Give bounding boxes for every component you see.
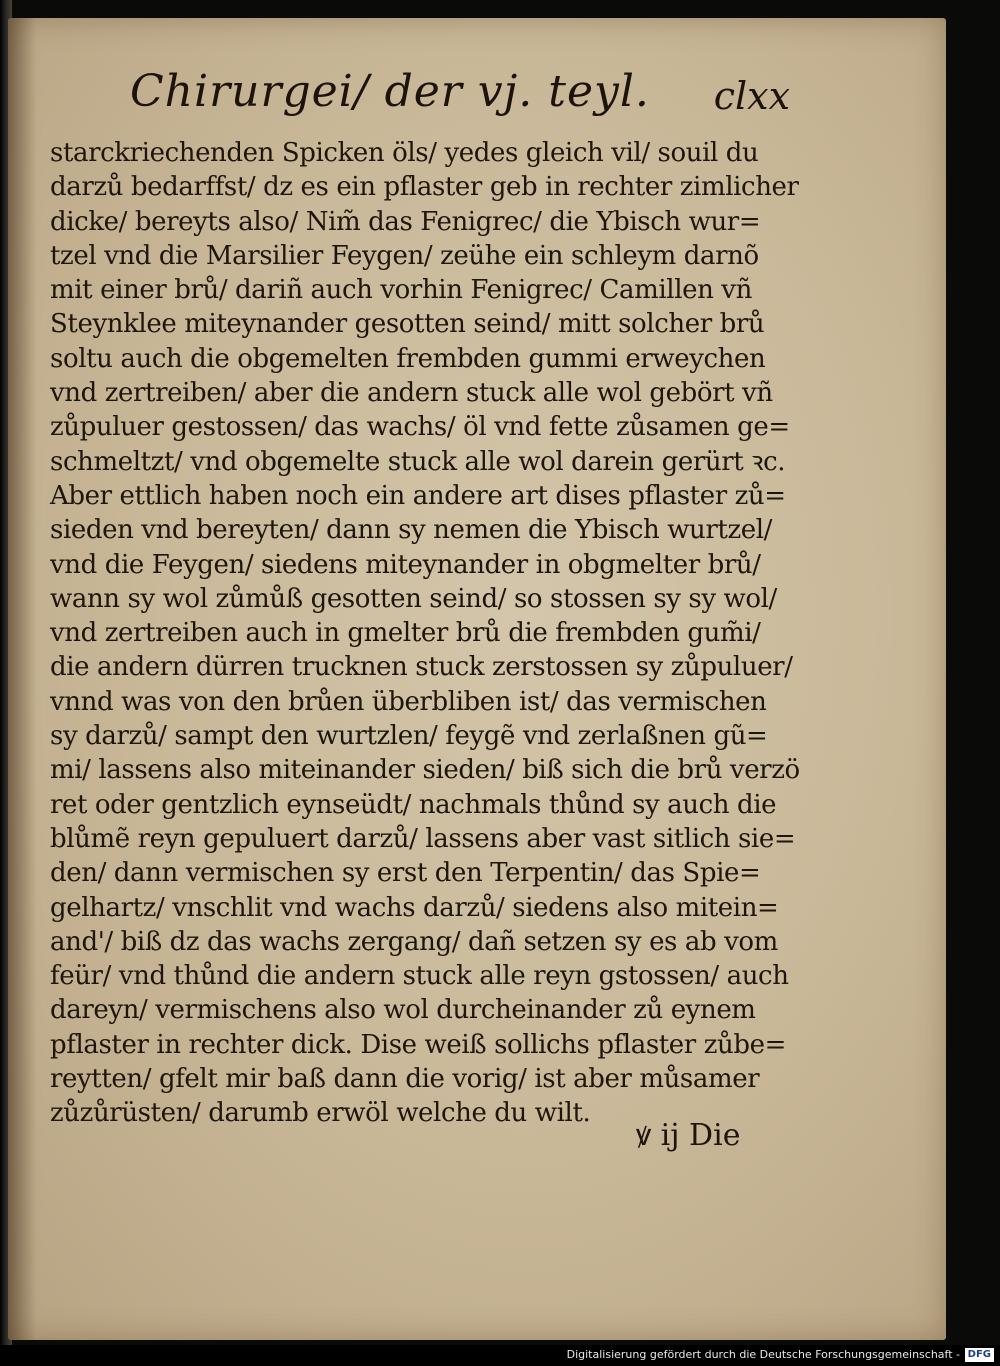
- footer-bar: [0, 1345, 1000, 1366]
- text-line: tzel vnd die Marsilier Feygen/ zeühe ein schleym darnõ: [50, 240, 759, 271]
- text-line: gelhartz/ vnschlit vnd wachs darzů/ siedens also mitein=: [50, 892, 779, 923]
- text-line: and'/ biß dz das wachs zergang/ dañ setzen sy es ab vom: [50, 926, 778, 957]
- running-head: [130, 66, 790, 136]
- text-line: blůmẽ reyn gepuluert darzů/ lassens aber vast sitlich sie=: [50, 823, 796, 854]
- text-line: soltu auch die obgemelten frembden gummi erweychen: [50, 343, 766, 374]
- text-line: sieden vnd bereyten/ dann sy nemen die Ybisch wurtzel/: [50, 515, 773, 546]
- text-line: starckriechenden Spicken öls/ yedes gleich vil/ souil du: [50, 138, 759, 168]
- text-line: Aber ettlich haben noch ein andere art dises pflaster zů=: [50, 480, 786, 511]
- text-line: vnnd was von den brůen überbliben ist/ das vermischen: [50, 686, 767, 717]
- footer-credit: Digitalisierung gefördert durch die Deutsche Forschungsgemeinschaft -: [566, 1348, 960, 1361]
- text-line: den/ dann vermischen sy erst den Terpentin/ das Spie=: [50, 858, 761, 889]
- text-line: reytten/ gfelt mir baß dann die vorig/ ist aber můsamer: [50, 1064, 760, 1095]
- page-gutter-shadow: [8, 18, 36, 1340]
- text-line: sy darzů/ sampt den wurtzlen/ feygẽ vnd zerlaßnen gũ=: [50, 721, 768, 752]
- running-head-title: Chirurgei/ der vj. teyl.: [130, 66, 650, 117]
- text-line: vnd zertreiben/ aber die andern stuck alle wol gebört vñ: [50, 378, 773, 409]
- text-line: mit einer brů/ dariñ auch vorhin Fenigrec/ Camillen vñ: [50, 275, 752, 306]
- body-text: [50, 136, 800, 1131]
- signature-catchword: ꝟ ij Die: [636, 1118, 741, 1153]
- text-line: zůpuluer gestossen/ das wachs/ öl vnd fette zůsamen ge=: [50, 412, 790, 443]
- dfg-logo-icon: DFG: [965, 1348, 994, 1362]
- text-line: wann sy wol zůmůß gesotten seind/ so stossen sy sy wol/: [50, 583, 777, 614]
- text-line: feür/ vnd thůnd die andern stuck alle reyn gstossen/ auch: [50, 961, 789, 992]
- text-line: ret oder gentzlich eynseüdt/ nachmals thůnd sy auch die: [50, 789, 777, 820]
- text-line: die andern dürren trucknen stuck zerstossen sy zůpuluer/: [50, 652, 793, 683]
- text-line: darzů bedarffst/ dz es ein pflaster geb in rechter zimlicher: [50, 172, 799, 203]
- text-line: mi/ lassens also miteinander sieden/ biß sich die brů verzö: [50, 755, 800, 786]
- folio-number: clxx: [713, 74, 790, 118]
- text-line: vnd zertreiben auch in gmelter brů die frembden gum̃i/: [50, 618, 761, 649]
- text-line: pflaster in rechter dick. Dise weiß sollichs pflaster zůbe=: [50, 1029, 786, 1060]
- text-line: dicke/ bereyts also/ Nim̃ das Fenigrec/ die Ybisch wur=: [50, 206, 761, 237]
- text-line: Steynklee miteynander gesotten seind/ mitt solcher brů: [50, 309, 765, 340]
- text-line: zůzůrüsten/ darumb erwöl welche du wilt.: [50, 1098, 591, 1129]
- text-line: schmeltzt/ vnd obgemelte stuck alle wol darein gerürt ꝛc.: [50, 446, 786, 477]
- text-line: vnd die Feygen/ siedens miteynander in obgmelter brů/: [50, 549, 761, 580]
- text-line: dareyn/ vermischens also wol durcheinander zů eynem: [50, 995, 756, 1026]
